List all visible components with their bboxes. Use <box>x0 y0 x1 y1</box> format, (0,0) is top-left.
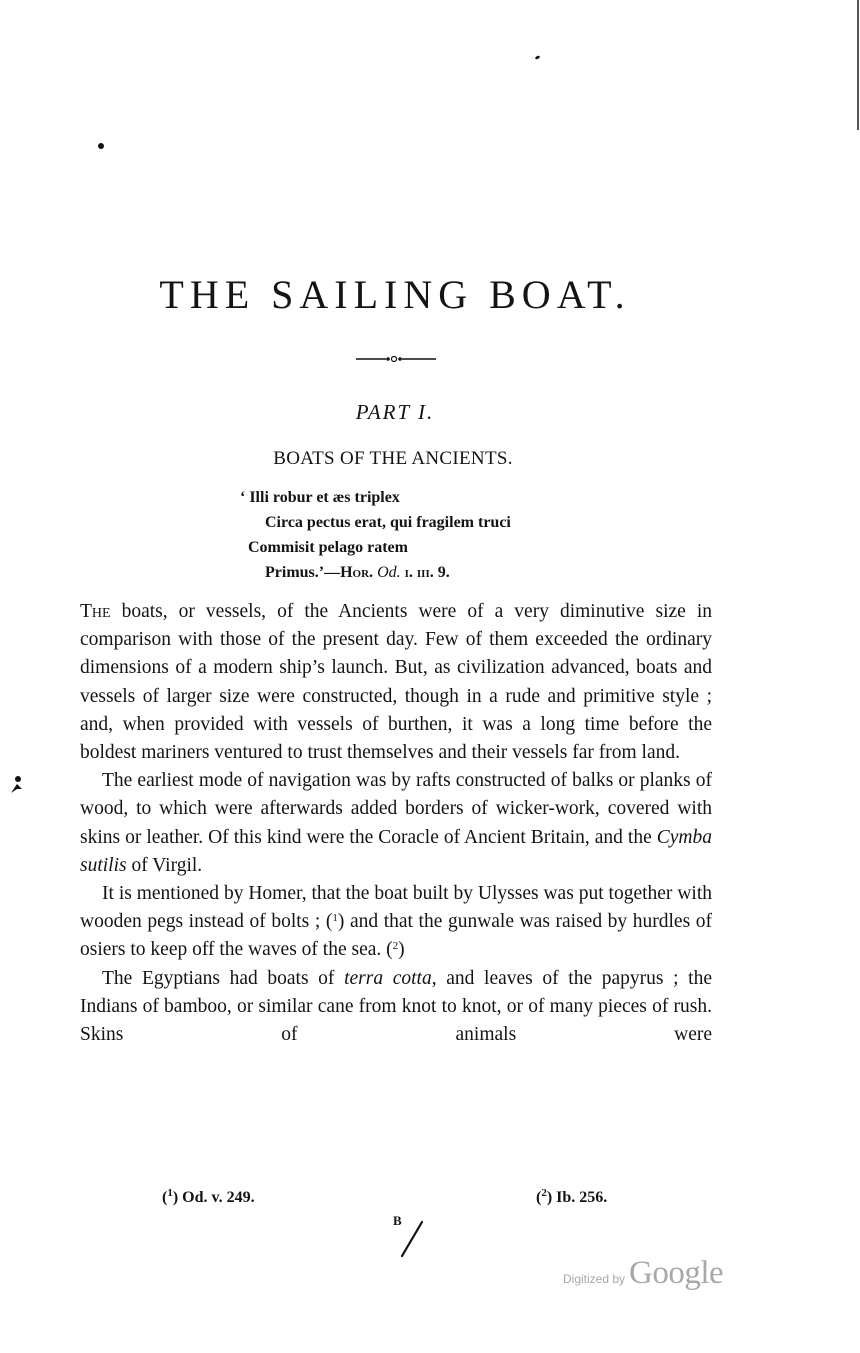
page-edge-line <box>857 0 859 130</box>
paragraph <box>80 767 712 880</box>
part-heading: PART I. <box>355 400 435 424</box>
epigraph <box>240 485 511 585</box>
italic-term: terra cotta <box>344 967 432 989</box>
footnote-text: ) Ib. 256. <box>546 1189 608 1206</box>
paragraph-text: The Egyptians had boats of <box>102 967 345 989</box>
epigraph-line: ‘ Illi robur et æs triplex <box>240 489 400 506</box>
paragraph-text: boats, or vessels, of the Ancients were of a very diminutive size in comparison with those of the present day. Few of them exceeded the ordinary dimensions of a modern ship’s launch. But, as civilization advanced, boats and vessels of larger size were constructed, though in a rude and primitive style ; and, when provided with vessels of burthen, it was a long time before the boldest mariners ventured to trust themselves and their vessels far from land. <box>80 601 712 764</box>
attribution-author: Hor. <box>340 564 374 581</box>
footnote-ref[interactable]: 1 <box>332 912 338 925</box>
paragraph-text: ) and that the gunwale was raised by hurdles of osiers to keep off the waves of the sea. ( <box>80 911 713 961</box>
footnote-2 <box>536 1187 607 1209</box>
footnote-1 <box>162 1187 255 1209</box>
epigraph-line: Primus.’— <box>265 564 341 581</box>
paragraph-text: of Virgil. <box>126 854 203 876</box>
signature-mark: B <box>393 1213 402 1228</box>
google-logo: Google <box>629 1255 724 1291</box>
italic-term: Cymba sutilis <box>80 826 712 876</box>
footnote-number: 1 <box>167 1187 173 1199</box>
chapter-subtitle: BOATS OF THE ANCIENTS. <box>273 448 513 469</box>
ink-speck <box>98 143 104 149</box>
lead-word: The <box>80 601 111 622</box>
epigraph-line: Circa pectus erat, qui fragilem truci <box>265 514 511 531</box>
ornament-divider <box>356 350 436 358</box>
footnote-paren: ( <box>162 1189 168 1206</box>
paragraph <box>80 598 712 767</box>
attribution-work: Od. <box>377 564 401 581</box>
watermark-prefix: Digitized by <box>563 1272 626 1286</box>
ink-speck <box>535 55 541 60</box>
footnote-ref[interactable]: 2 <box>392 940 399 953</box>
pen-stroke-mark <box>398 1220 426 1265</box>
attribution-ref: i. iii. 9. <box>400 564 450 581</box>
footnote-text: ) Od. v. 249. <box>172 1189 255 1206</box>
epigraph-attribution-line <box>240 560 511 585</box>
footnote-paren: ( <box>536 1189 542 1206</box>
paragraph <box>80 965 712 1050</box>
footnote-number: 2 <box>541 1187 547 1199</box>
margin-mark <box>9 775 23 797</box>
page-title: THE SAILING BOAT. <box>159 272 631 317</box>
digitized-by-watermark <box>563 1255 723 1292</box>
paragraph-text: It is mentioned by Homer, that the boat built by Ulysses was put together with wooden pegs instead of bolts ; ( <box>80 883 712 933</box>
paragraph-text: , and leaves of the papyrus ; the Indians of bamboo, or similar cane from knot to knot, or of many pieces of rush. Skins of animals were <box>80 967 712 1046</box>
paragraph-text: ) <box>398 939 405 961</box>
body-text <box>80 598 712 1049</box>
paragraph <box>80 880 712 965</box>
paragraph-text: The earliest mode of navigation was by rafts constructed of balks or planks of wood, to which were afterwards added borders of wicker-work, covered with skins or leather. Of this kind were the Coracle of Ancient Britain, and the <box>80 770 712 848</box>
epigraph-line: Commisit pelago ratem <box>248 539 408 556</box>
